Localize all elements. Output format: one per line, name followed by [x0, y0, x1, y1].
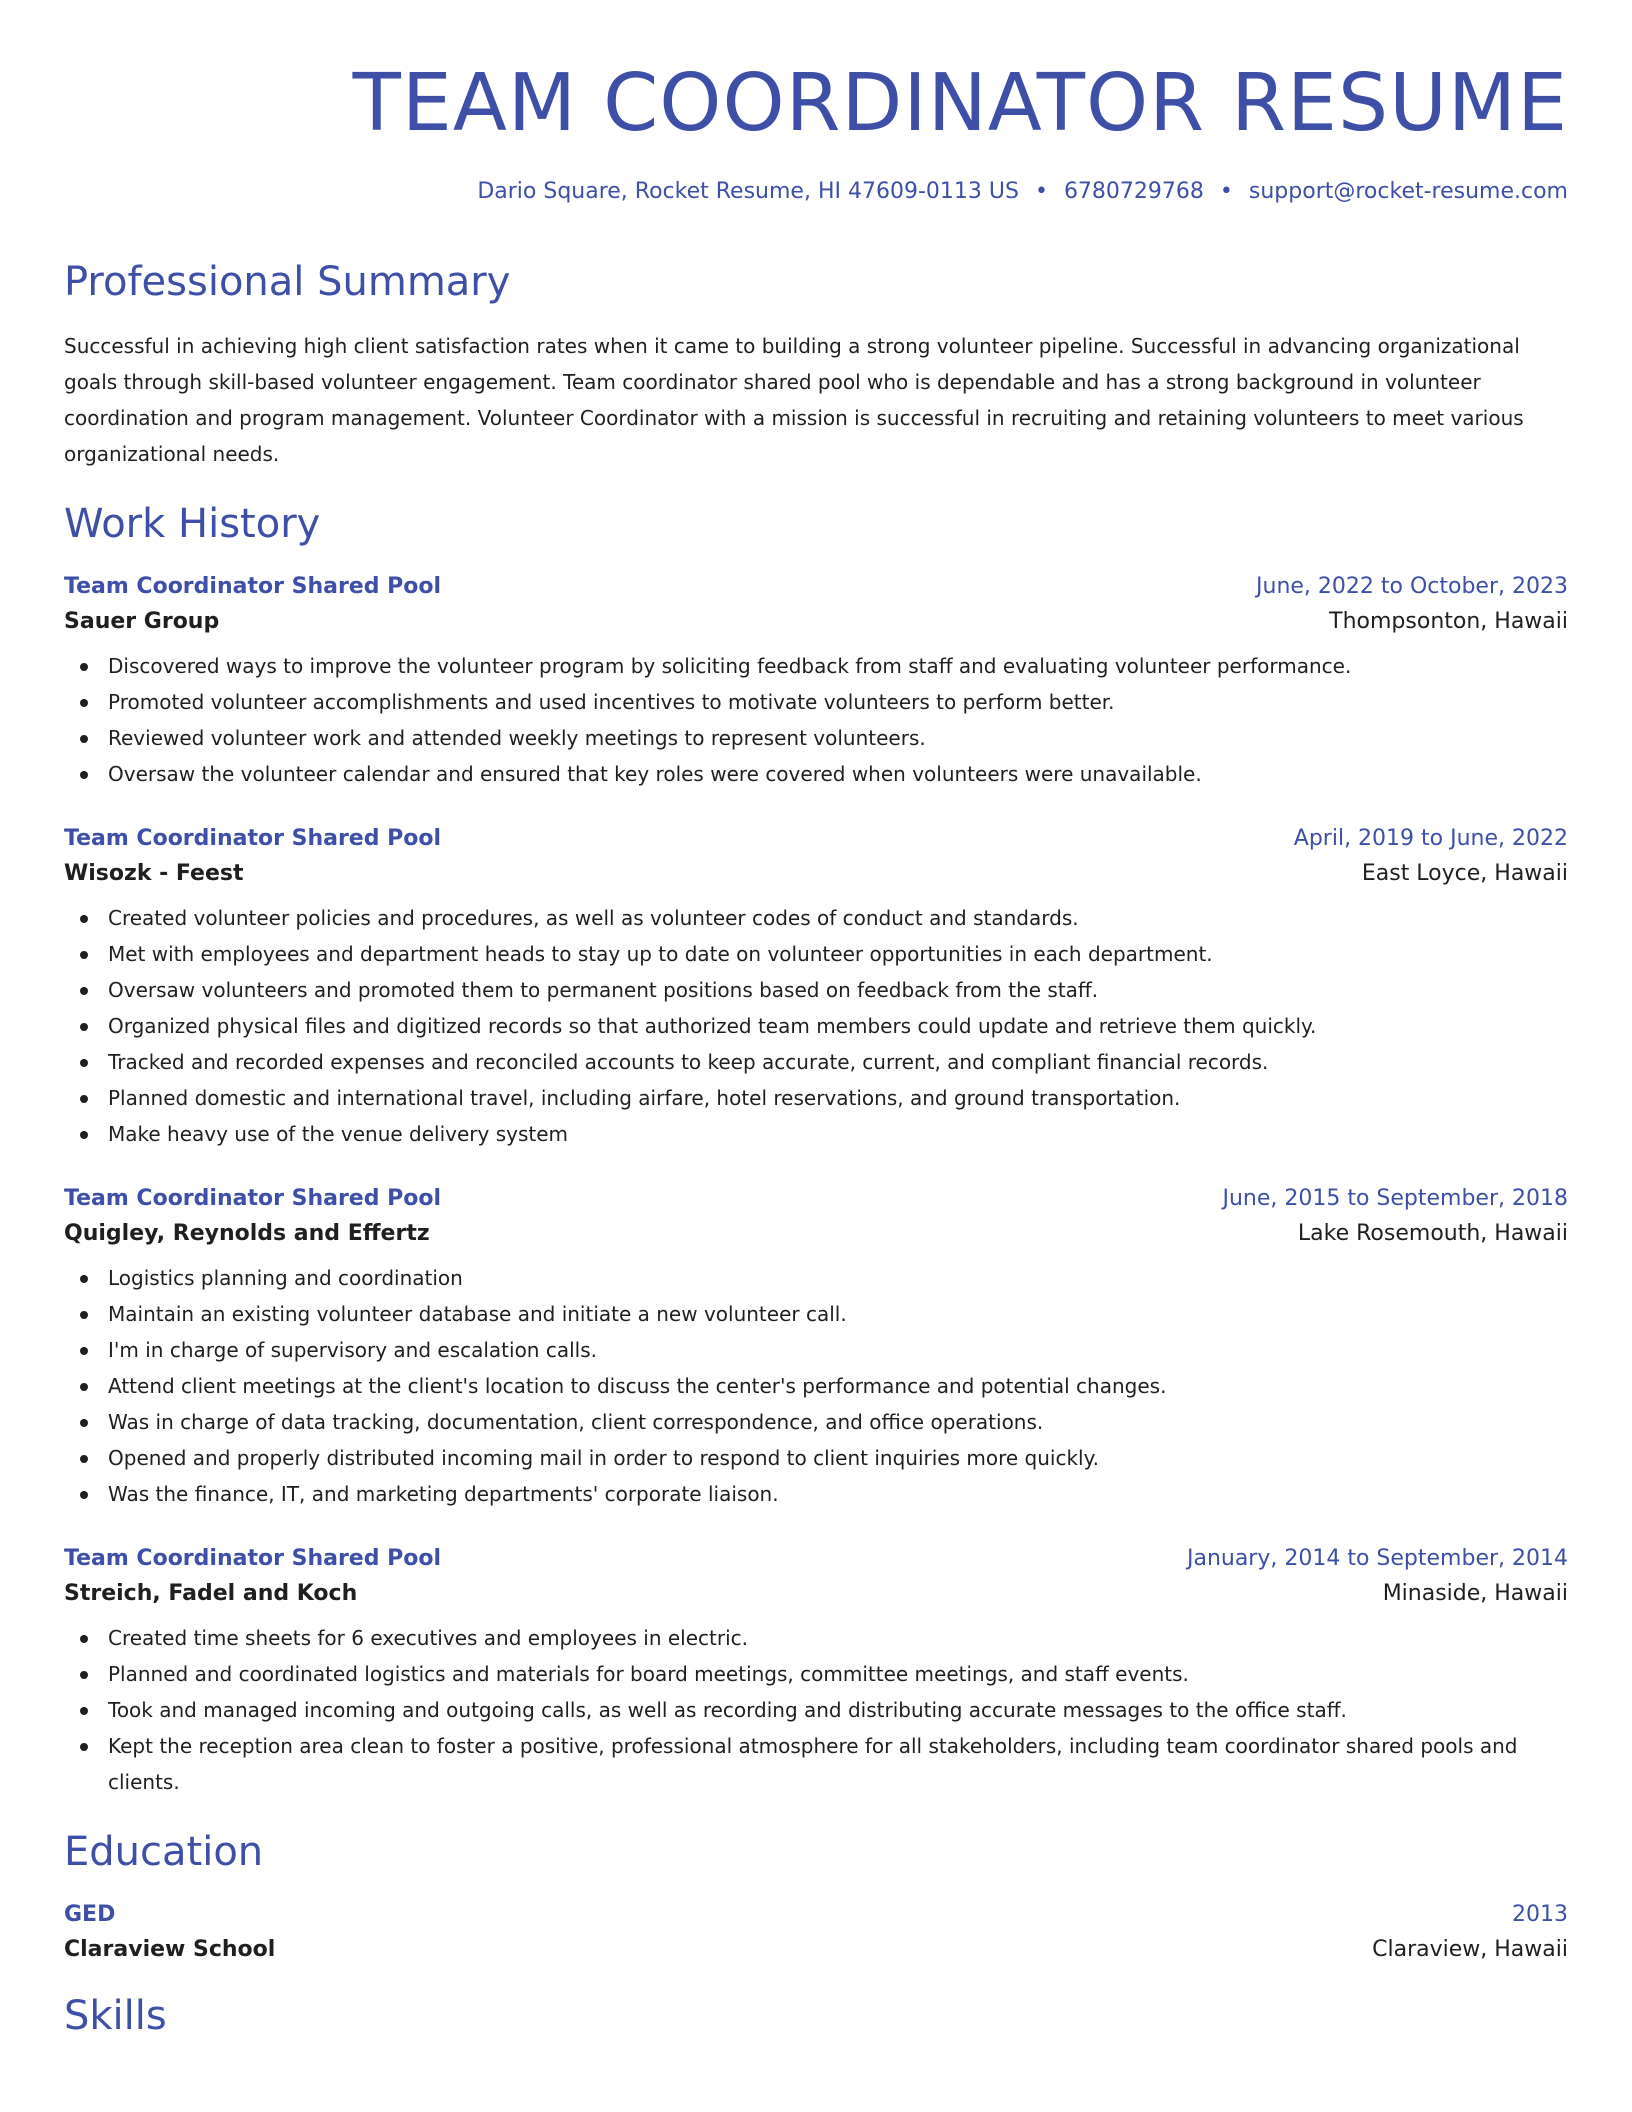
- job-bullet: Opened and properly distributed incoming mail in order to respond to client inquiries more quickly.: [64, 1440, 1568, 1476]
- job-bullet: Organized physical files and digitized records so that authorized team members could update and retrieve them quickly.: [64, 1008, 1568, 1044]
- education-school: Claraview School: [64, 1937, 276, 1962]
- job-location: Lake Rosemouth, Hawaii: [1297, 1221, 1568, 1246]
- job-bullet: Oversaw volunteers and promoted them to permanent positions based on feedback from the staff.: [64, 972, 1568, 1008]
- job-bullet: Logistics planning and coordination: [64, 1260, 1568, 1296]
- job-bullet: I'm in charge of supervisory and escalation calls.: [64, 1332, 1568, 1368]
- contact-address: Dario Square, Rocket Resume, HI 47609-0113 US: [477, 179, 1019, 204]
- education-entry: [64, 1902, 1568, 1962]
- education-heading: Education: [64, 1829, 264, 1875]
- resume-name: TEAM COORDINATOR RESUME: [352, 57, 1568, 149]
- job-entry: [64, 1546, 1568, 1800]
- job-dates: June, 2022 to October, 2023: [1256, 574, 1568, 599]
- job-bullet: Planned and coordinated logistics and materials for board meetings, committee meetings, and staff events.: [64, 1656, 1568, 1692]
- job-bullet: Created volunteer policies and procedures, as well as volunteer codes of conduct and standards.: [64, 900, 1568, 936]
- job-dates: June, 2015 to September, 2018: [1222, 1186, 1568, 1211]
- job-title: Team Coordinator Shared Pool: [64, 1546, 442, 1571]
- contact-line: [64, 179, 1568, 204]
- summary-heading: Professional Summary: [64, 259, 511, 305]
- education-degree: GED: [64, 1902, 116, 1927]
- job-bullet: Maintain an existing volunteer database and initiate a new volunteer call.: [64, 1296, 1568, 1332]
- job-bullet: Kept the reception area clean to foster a positive, professional atmosphere for all stakeholders, including team coordinator shared pools and clients.: [64, 1728, 1568, 1800]
- job-bullet: Attend client meetings at the client's location to discuss the center's performance and potential changes.: [64, 1368, 1568, 1404]
- skills-heading: Skills: [64, 1993, 167, 2039]
- job-dates: January, 2014 to September, 2014: [1186, 1546, 1568, 1571]
- job-location: Minaside, Hawaii: [1382, 1581, 1568, 1606]
- education-location: Claraview, Hawaii: [1372, 1937, 1568, 1962]
- job-bullet: Was in charge of data tracking, documentation, client correspondence, and office operations.: [64, 1404, 1568, 1440]
- job-bullet: Was the finance, IT, and marketing departments' corporate liaison.: [64, 1476, 1568, 1512]
- job-company: Sauer Group: [64, 609, 220, 634]
- job-bullet: Oversaw the volunteer calendar and ensured that key roles were covered when volunteers were unavailable.: [64, 756, 1568, 792]
- job-bullets: [64, 1620, 1568, 1800]
- job-bullet: Created time sheets for 6 executives and employees in electric.: [64, 1620, 1568, 1656]
- job-dates: April, 2019 to June, 2022: [1293, 826, 1568, 851]
- job-entry: [64, 574, 1568, 792]
- job-bullets: [64, 1260, 1568, 1512]
- job-bullet: Reviewed volunteer work and attended weekly meetings to represent volunteers.: [64, 720, 1568, 756]
- job-entry: [64, 1186, 1568, 1512]
- job-location: East Loyce, Hawaii: [1361, 861, 1568, 886]
- contact-email: support@rocket-resume.com: [1248, 179, 1568, 204]
- job-location: Thompsonton, Hawaii: [1329, 609, 1568, 634]
- job-company: Streich, Fadel and Koch: [64, 1581, 358, 1606]
- work-history-heading: Work History: [64, 501, 321, 547]
- job-title: Team Coordinator Shared Pool: [64, 1186, 442, 1211]
- work-history-list: [64, 574, 1568, 1800]
- job-bullet: Promoted volunteer accomplishments and used incentives to motivate volunteers to perform better.: [64, 684, 1568, 720]
- job-bullet: Took and managed incoming and outgoing calls, as well as recording and distributing accurate messages to the office staff.: [64, 1692, 1568, 1728]
- job-bullet: Make heavy use of the venue delivery system: [64, 1116, 1568, 1152]
- job-company: Wisozk - Feest: [64, 861, 244, 886]
- job-company: Quigley, Reynolds and Effertz: [64, 1221, 430, 1246]
- job-bullets: [64, 648, 1568, 792]
- job-bullet: Planned domestic and international travel, including airfare, hotel reservations, and ground transportation.: [64, 1080, 1568, 1116]
- job-entry: [64, 826, 1568, 1152]
- job-bullets: [64, 900, 1568, 1152]
- contact-separator: •: [1219, 179, 1233, 204]
- contact-separator: •: [1034, 179, 1048, 204]
- job-bullet: Discovered ways to improve the volunteer program by soliciting feedback from staff and evaluating volunteer performance.: [64, 648, 1568, 684]
- job-bullet: Tracked and recorded expenses and reconciled accounts to keep accurate, current, and compliant financial records.: [64, 1044, 1568, 1080]
- summary-text: Successful in achieving high client satisfaction rates when it came to building a strong volunteer pipeline. Successful in advancing organizational goals through skill-based volunteer engagement. Team coordinator shared pool who is dependable and has a strong background in volunteer coordination and program management. Volunteer Coordinator with a mission is successful in recruiting and retaining volunteers to meet various organizational needs.: [64, 334, 1524, 466]
- education-year: 2013: [1512, 1902, 1568, 1927]
- job-title: Team Coordinator Shared Pool: [64, 574, 442, 599]
- job-title: Team Coordinator Shared Pool: [64, 826, 442, 851]
- contact-phone: 6780729768: [1063, 179, 1204, 204]
- job-bullet: Met with employees and department heads to stay up to date on volunteer opportunities in each department.: [64, 936, 1568, 972]
